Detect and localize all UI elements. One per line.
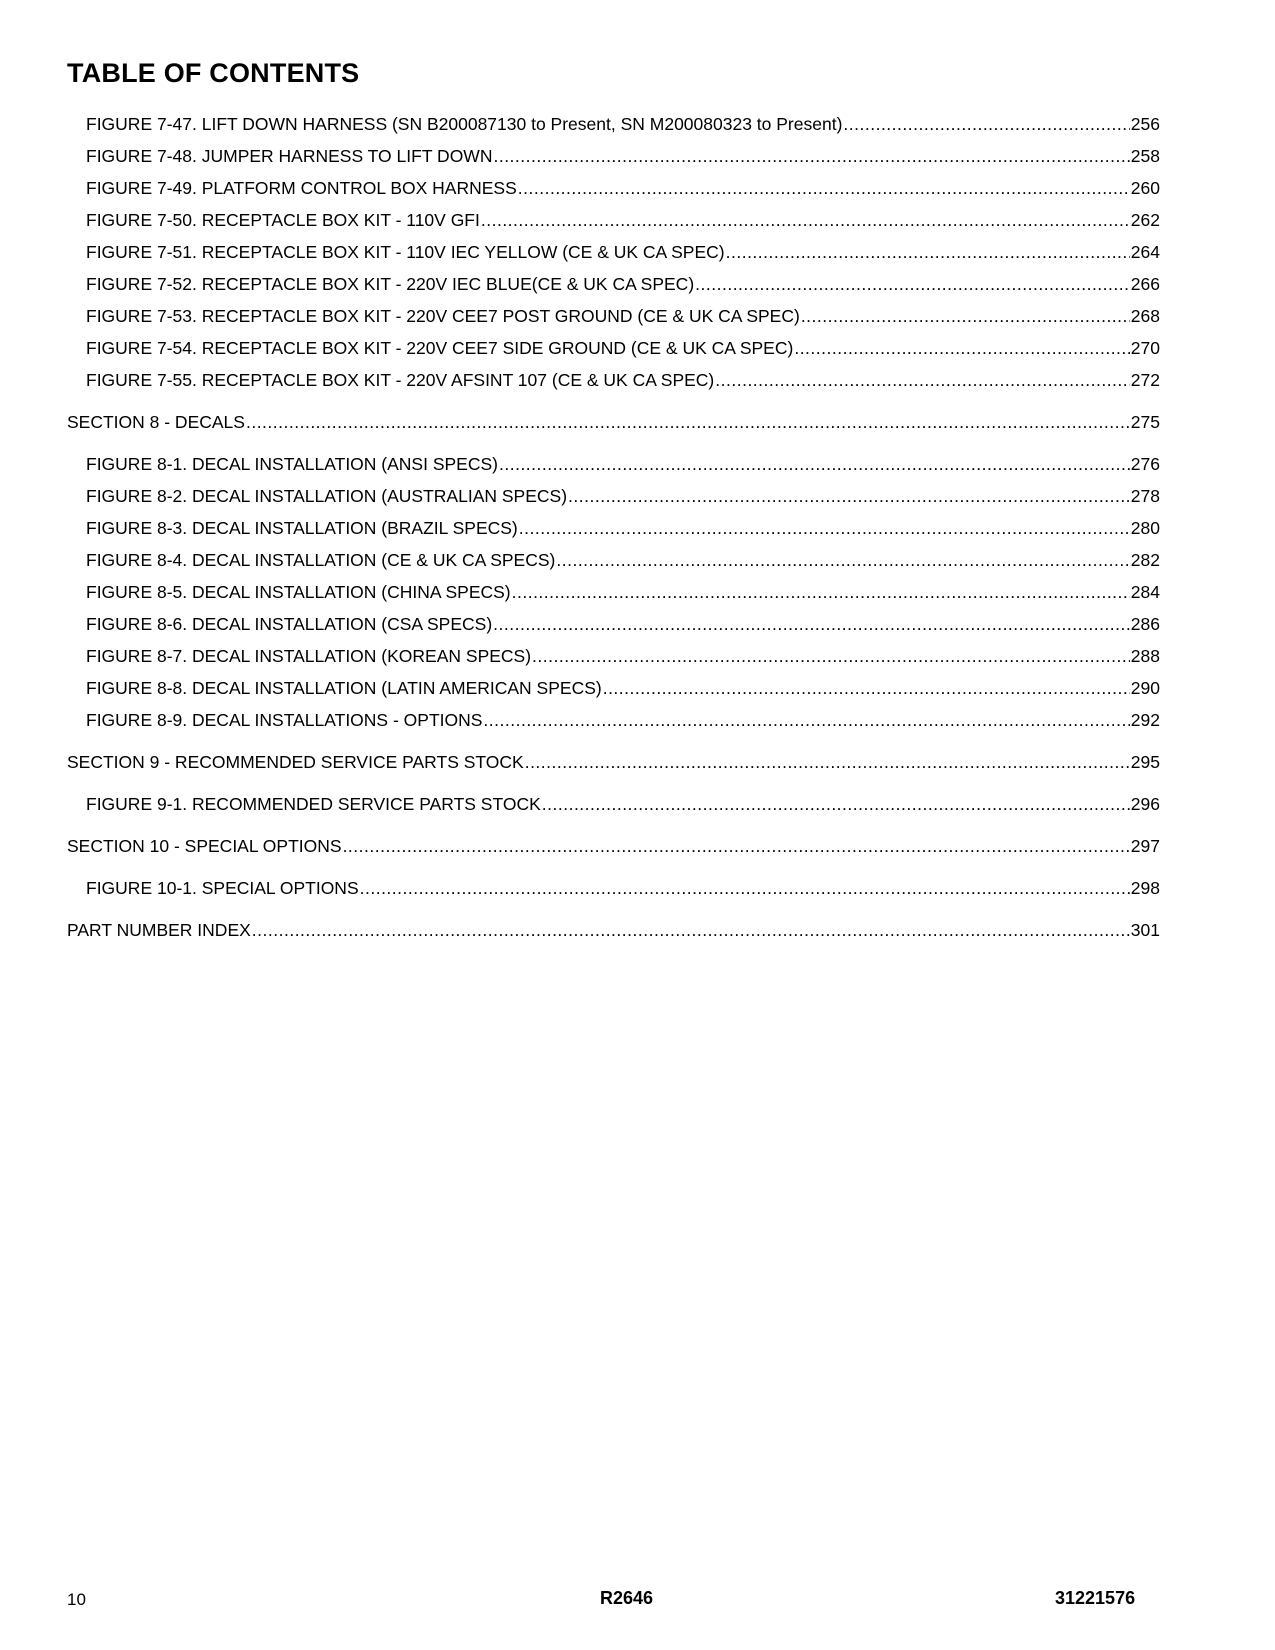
toc-dot-leader [715, 370, 1130, 390]
toc-figure-entry[interactable] [86, 146, 1160, 166]
toc-figure-entry[interactable] [86, 274, 1160, 294]
toc-dot-leader [360, 878, 1130, 898]
toc-entry-page-number: 278 [1130, 486, 1160, 506]
toc-entry-page-number: 280 [1130, 518, 1160, 538]
toc-entry-title: FIGURE 7-54. RECEPTACLE BOX KIT - 220V CEE7 SIDE GROUND (CE & UK CA SPEC) [86, 338, 794, 358]
toc-entry-page-number: 262 [1130, 210, 1160, 230]
toc-entry-page-number: 272 [1130, 370, 1160, 390]
toc-entry-title: FIGURE 7-51. RECEPTACLE BOX KIT - 110V IEC YELLOW (CE & UK CA SPEC) [86, 242, 725, 262]
toc-entry-title: FIGURE 8-8. DECAL INSTALLATION (LATIN AMERICAN SPECS) [86, 678, 602, 698]
toc-figure-entry[interactable] [86, 794, 1160, 814]
toc-dot-leader [252, 920, 1130, 940]
toc-entry-page-number: 275 [1130, 412, 1160, 432]
toc-entry-page-number: 297 [1130, 836, 1160, 856]
toc-entry-title: SECTION 9 - RECOMMENDED SERVICE PARTS STOCK [67, 752, 524, 772]
toc-dot-leader [794, 338, 1129, 358]
toc-entry-title: FIGURE 8-2. DECAL INSTALLATION (AUSTRALIAN SPECS) [86, 486, 568, 506]
toc-dot-leader [801, 306, 1130, 326]
toc-figure-entry[interactable] [86, 582, 1160, 602]
toc-dot-leader [483, 710, 1129, 730]
page-footer [0, 1588, 1275, 1612]
toc-dot-leader [568, 486, 1130, 506]
toc-figure-entry[interactable] [86, 614, 1160, 634]
toc-entry-page-number: 264 [1130, 242, 1160, 262]
toc-entry-title: FIGURE 7-48. JUMPER HARNESS TO LIFT DOWN [86, 146, 493, 166]
toc-entry-title: FIGURE 8-7. DECAL INSTALLATION (KOREAN SPECS) [86, 646, 532, 666]
toc-figure-entry[interactable] [86, 210, 1160, 230]
toc-dot-leader [512, 582, 1130, 602]
toc-figure-entry[interactable] [86, 550, 1160, 570]
toc-entry-page-number: 260 [1130, 178, 1160, 198]
toc-entry-title: FIGURE 7-55. RECEPTACLE BOX KIT - 220V AFSINT 107 (CE & UK CA SPEC) [86, 370, 715, 390]
toc-entry-title: FIGURE 7-53. RECEPTACLE BOX KIT - 220V CEE7 POST GROUND (CE & UK CA SPEC) [86, 306, 800, 326]
toc-entry-title: FIGURE 7-52. RECEPTACLE BOX KIT - 220V IEC BLUE(CE & UK CA SPEC) [86, 274, 695, 294]
toc-entry-title: FIGURE 8-6. DECAL INSTALLATION (CSA SPECS) [86, 614, 493, 634]
toc-figure-entry[interactable] [86, 338, 1160, 358]
toc-section-entry[interactable] [67, 752, 1160, 772]
toc-entry-page-number: 256 [1130, 114, 1160, 134]
toc-dot-leader [525, 752, 1130, 772]
toc-entry-title: SECTION 8 - DECALS [67, 412, 245, 432]
toc-figure-entry[interactable] [86, 646, 1160, 666]
toc-dot-leader [843, 114, 1129, 134]
toc-entry-page-number: 258 [1130, 146, 1160, 166]
toc-dot-leader [493, 614, 1130, 634]
toc-entry-page-number: 301 [1130, 920, 1160, 940]
toc-entry-title: SECTION 10 - SPECIAL OPTIONS [67, 836, 342, 856]
toc-section-entry[interactable] [67, 836, 1160, 856]
toc-entry-page-number: 295 [1130, 752, 1160, 772]
toc-entry-title: FIGURE 8-5. DECAL INSTALLATION (CHINA SPECS) [86, 582, 511, 602]
toc-dot-leader [542, 794, 1130, 814]
toc-figure-entry[interactable] [86, 370, 1160, 390]
toc-figure-entry[interactable] [86, 518, 1160, 538]
toc-figure-entry[interactable] [86, 878, 1160, 898]
toc-figure-entry[interactable] [86, 710, 1160, 730]
toc-dot-leader [532, 646, 1130, 666]
toc-section-entry[interactable] [67, 920, 1160, 940]
toc-entry-page-number: 290 [1130, 678, 1160, 698]
toc-dot-leader [603, 678, 1130, 698]
toc-figure-entry[interactable] [86, 454, 1160, 474]
toc-entry-page-number: 288 [1130, 646, 1160, 666]
toc-entry-title: FIGURE 7-47. LIFT DOWN HARNESS (SN B200087130 to Present, SN M200080323 to Present) [86, 114, 843, 134]
toc-entry-page-number: 292 [1130, 710, 1160, 730]
toc-section-entry[interactable] [67, 412, 1160, 432]
footer-document-number: 31221576 [1055, 1588, 1136, 1608]
toc-entry-title: FIGURE 7-49. PLATFORM CONTROL BOX HARNESS [86, 178, 517, 198]
toc-dot-leader [343, 836, 1130, 856]
toc-figure-entry[interactable] [86, 242, 1160, 262]
toc-entry-page-number: 282 [1130, 550, 1160, 570]
toc-figure-entry[interactable] [86, 486, 1160, 506]
toc-entry-page-number: 266 [1130, 274, 1160, 294]
toc-entry-title: FIGURE 8-9. DECAL INSTALLATIONS - OPTIONS [86, 710, 483, 730]
toc-figure-entry[interactable] [86, 114, 1160, 134]
toc-entry-page-number: 276 [1130, 454, 1160, 474]
footer-page-number: 10 [67, 1590, 86, 1609]
toc-entry-title: FIGURE 7-50. RECEPTACLE BOX KIT - 110V GFI [86, 210, 480, 230]
toc-entry-title: FIGURE 10-1. SPECIAL OPTIONS [86, 878, 359, 898]
toc-figure-entry[interactable] [86, 306, 1160, 326]
toc-dot-leader [726, 242, 1130, 262]
footer-model-number: R2646 [600, 1588, 654, 1608]
toc-dot-leader [518, 178, 1130, 198]
toc-dot-leader [695, 274, 1130, 294]
toc-entry-title: FIGURE 8-1. DECAL INSTALLATION (ANSI SPECS) [86, 454, 498, 474]
toc-entry-page-number: 284 [1130, 582, 1160, 602]
toc-figure-entry[interactable] [86, 178, 1160, 198]
toc-dot-leader [493, 146, 1129, 166]
toc-entry-page-number: 286 [1130, 614, 1160, 634]
toc-entry-page-number: 298 [1130, 878, 1160, 898]
toc-entry-title: FIGURE 8-4. DECAL INSTALLATION (CE & UK CA SPECS) [86, 550, 556, 570]
toc-dot-leader [556, 550, 1129, 570]
toc-dot-leader [481, 210, 1130, 230]
toc-entry-page-number: 268 [1130, 306, 1160, 326]
table-of-contents [67, 110, 1160, 940]
toc-figure-entry[interactable] [86, 678, 1160, 698]
toc-entry-page-number: 270 [1130, 338, 1160, 358]
page-title: TABLE OF CONTENTS [67, 58, 360, 88]
toc-entry-title: FIGURE 8-3. DECAL INSTALLATION (BRAZIL SPECS) [86, 518, 518, 538]
toc-entry-page-number: 296 [1130, 794, 1160, 814]
toc-dot-leader [519, 518, 1130, 538]
toc-entry-title: FIGURE 9-1. RECOMMENDED SERVICE PARTS STOCK [86, 794, 541, 814]
toc-entry-title: PART NUMBER INDEX [67, 920, 251, 940]
toc-dot-leader [246, 412, 1130, 432]
toc-dot-leader [499, 454, 1130, 474]
